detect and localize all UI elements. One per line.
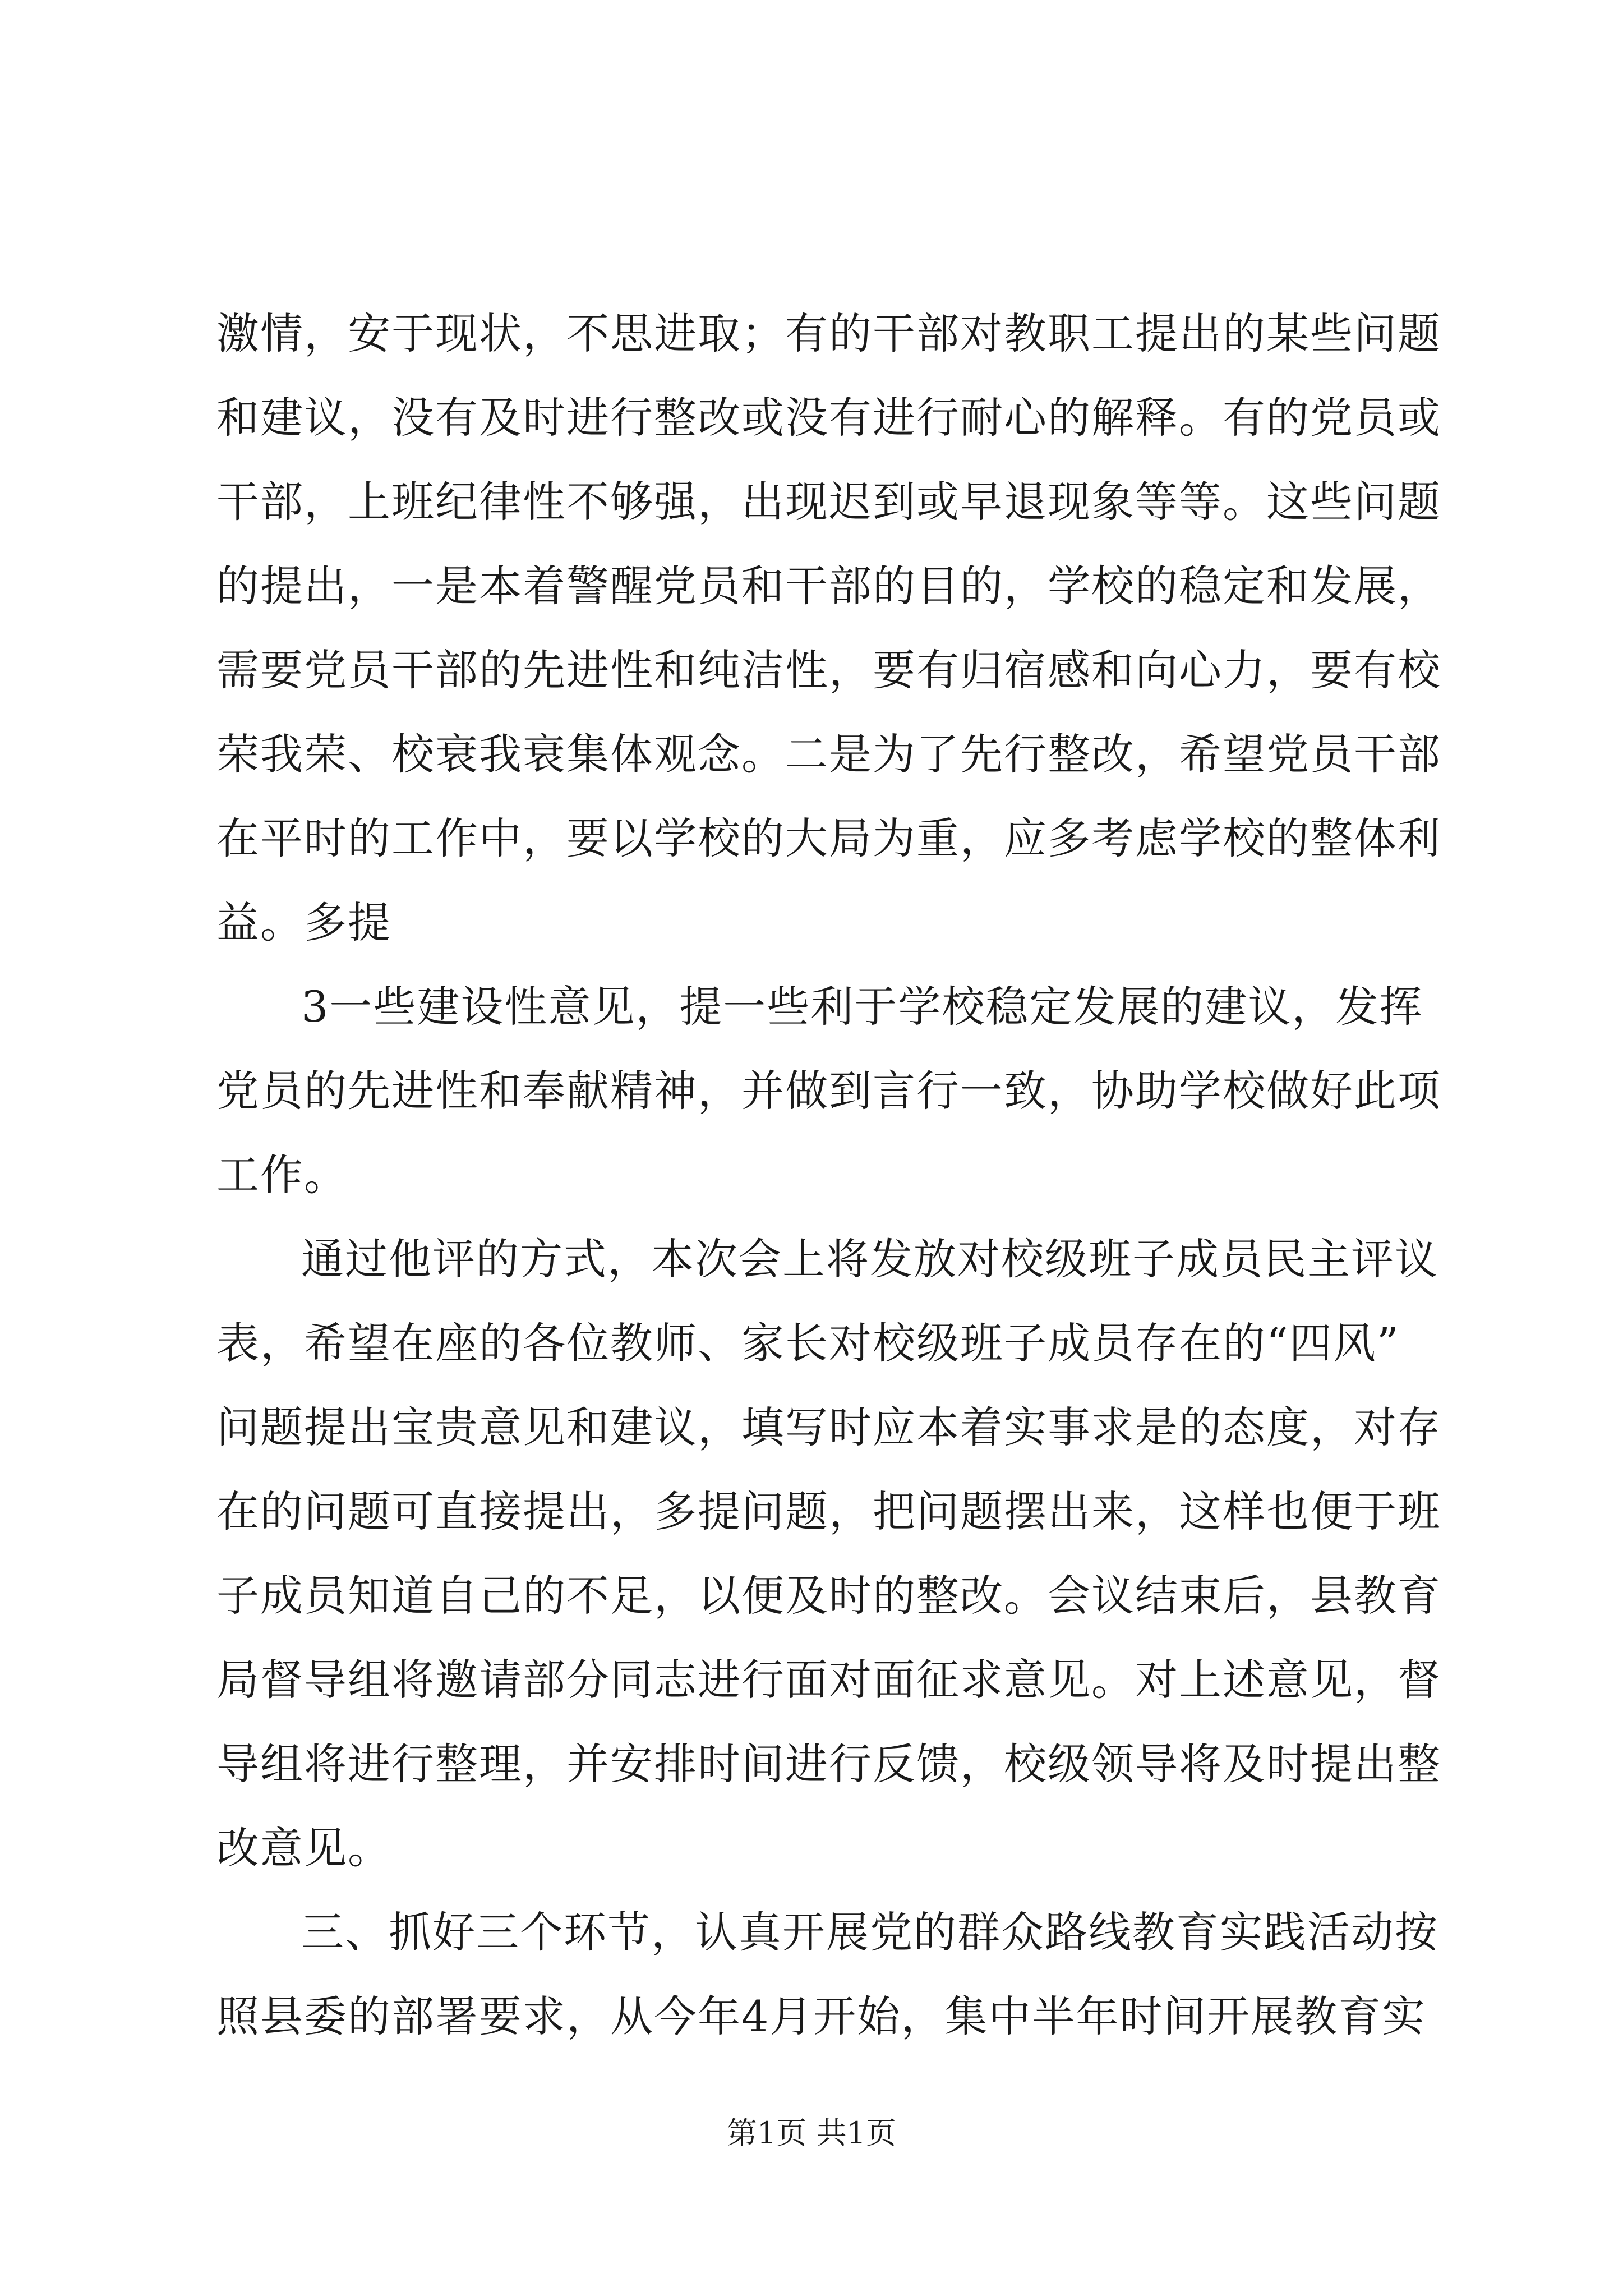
text-line: 益。多提: [216, 898, 391, 947]
text-line: 问题提出宝贵意见和建议，填写时应本着实事求是的态度，对存: [216, 1402, 1441, 1452]
text-line: 工作。: [216, 1150, 348, 1200]
text-line: 子成员知道自己的不足，以便及时的整改。会议结束后，县教育: [216, 1571, 1441, 1621]
text-line: 表，希望在座的各位教师、家长对校级班子成员存在的“四风”: [216, 1318, 1400, 1368]
paragraph-start-line: 通过他评的方式，本次会上将发放对校级班子成员民主评议: [301, 1234, 1438, 1284]
text-line: 导组将进行整理，并安排时间进行反馈，校级领导将及时提出整: [216, 1739, 1441, 1789]
text-line: 和建议，没有及时进行整改或没有进行耐心的解释。有的党员或: [216, 393, 1441, 443]
text-line: 党员的先进性和奉献精神，并做到言行一致，协助学校做好此项: [216, 1066, 1441, 1116]
text-line: 在的问题可直接提出，多提问题，把问题摆出来，这样也便于班: [216, 1487, 1441, 1536]
page-number-footer: 第1页 共1页: [727, 2115, 896, 2151]
text-line: 局督导组将邀请部分同志进行面对面征求意见。对上述意见，督: [216, 1655, 1441, 1705]
text-line: 激情，安于现状，不思进取；有的干部对教职工提出的某些问题: [216, 309, 1441, 358]
paragraph-start-line: 3一些建设性意见，提一些利于学校稳定发展的建议，发挥: [301, 982, 1423, 1032]
text-line: 在平时的工作中，要以学校的大局为重，应多考虑学校的整体利: [216, 813, 1441, 863]
text-line: 干部，上班纪律性不够强，出现迟到或早退现象等等。这些问题: [216, 477, 1441, 527]
text-line: 荣我荣、校衰我衰集体观念。二是为了先行整改，希望党员干部: [216, 729, 1441, 779]
text-line: 改意见。: [216, 1823, 391, 1873]
text-line: 照县委的部署要求，从今年4月开始，集中半年时间开展教育实: [216, 1991, 1426, 2041]
text-line: 需要党员干部的先进性和纯洁性，要有归宿感和向心力，要有校: [216, 645, 1441, 695]
text-line: 的提出，一是本着警醒党员和干部的目的，学校的稳定和发展，: [216, 561, 1441, 611]
paragraph-start-line: 三、抓好三个环节，认真开展党的群众路线教育实践活动按: [301, 1907, 1438, 1957]
